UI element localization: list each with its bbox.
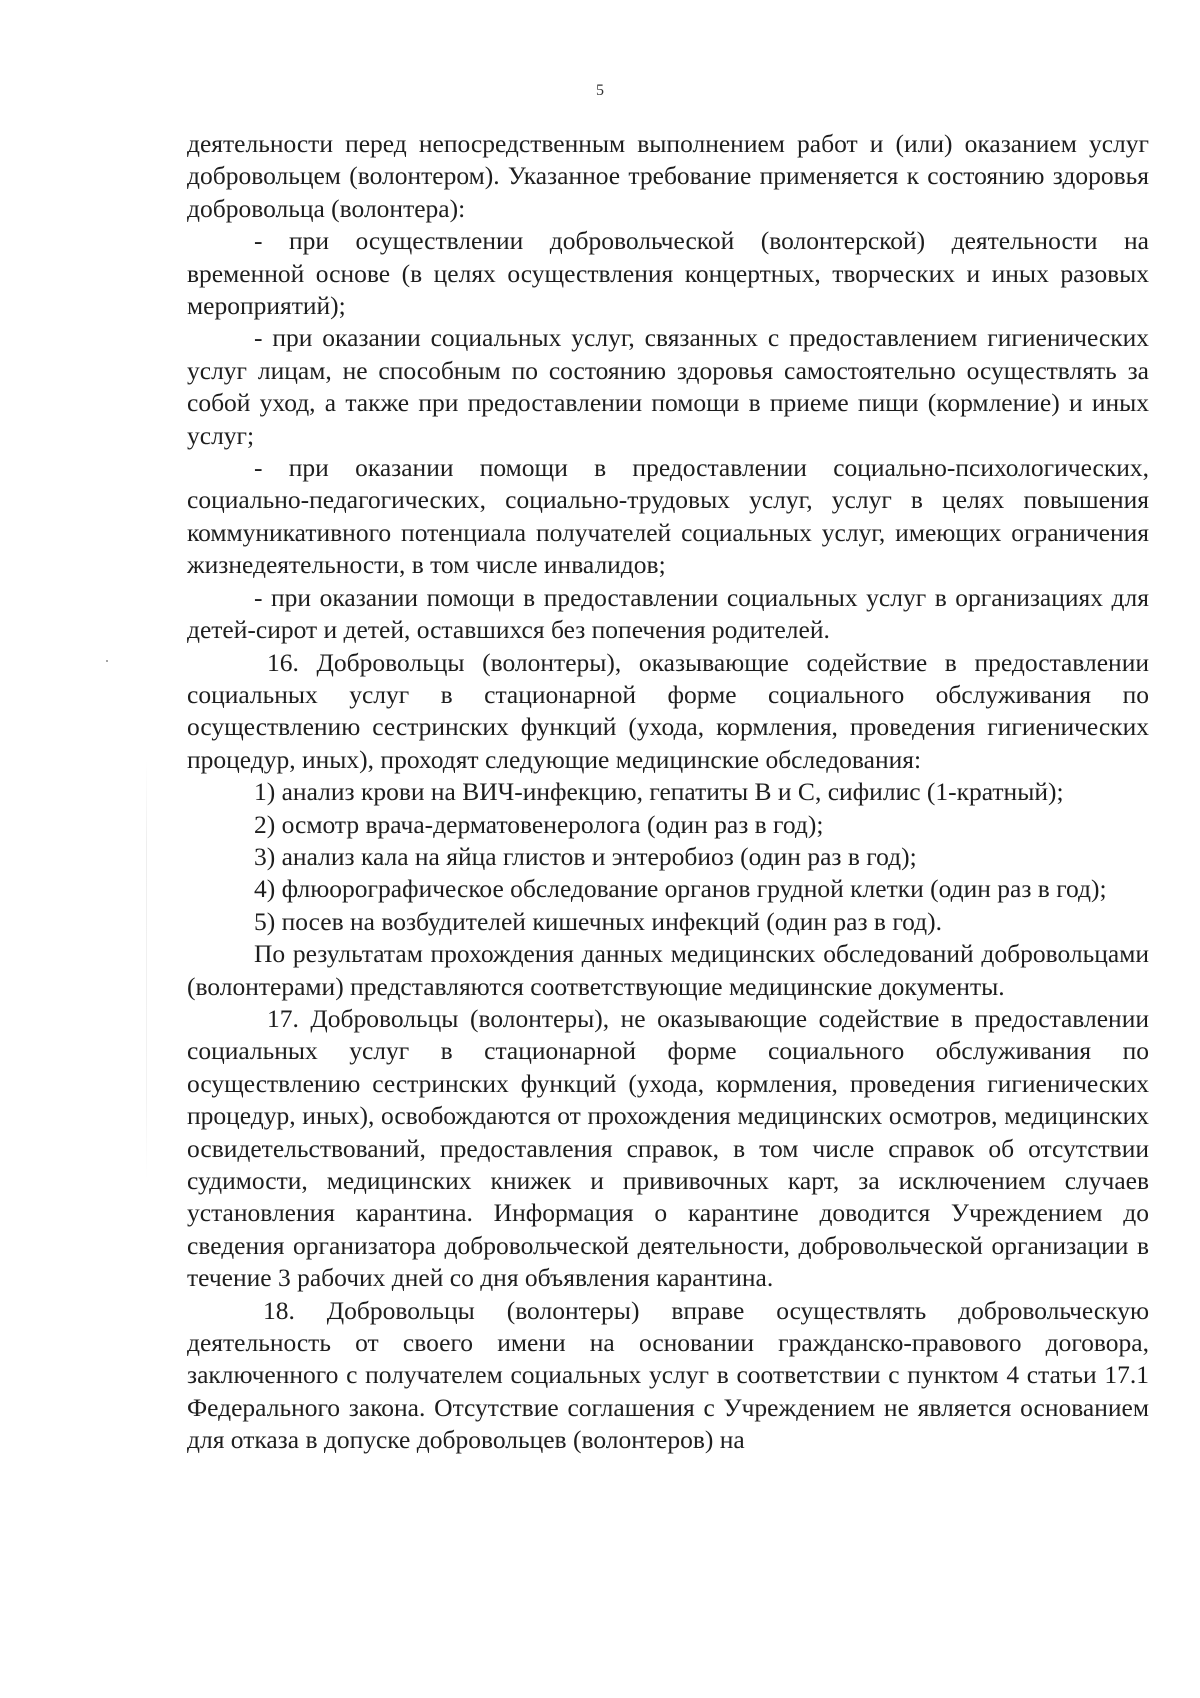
exam-item-2: 2) осмотр врача-дерматовенеролога (один раз в год); bbox=[254, 809, 824, 839]
clause-16: 16. Добровольцы (волонтеры), оказывающие содействие в предоставлении социальных услуг в стационарной форме социального обслуживания по осуществлению сестринских функций (ухода, кормления, проведения гигиенических процедур, иных), проходят следующие медицинские обследования: bbox=[187, 647, 1149, 774]
paragraph-continuation: деятельности перед непосредственным выполнением работ и (или) оказанием услуг добровольцем (волонтером). Указанное требование применяется к состоянию здоровья добровольца (волонтера): bbox=[187, 129, 1149, 223]
list-item-psychological-services: - при оказании помощи в предоставлении социально-психологических, социально-педагогических, социально-трудовых услуг, услуг в целях повышения коммуникативного потенциала получателей социальных услуг, имеющих ограничения жизнедеятельности, в том числе инвалидов; bbox=[187, 453, 1149, 580]
exam-item-3: 3) анализ кала на яйца глистов и энтеробиоз (один раз в год); bbox=[254, 841, 917, 871]
list-item-temporary-activity: - при осуществлении добровольческой (волонтерской) деятельности на временной основе (в целях осуществления концертных, творческих и иных разовых мероприятий); bbox=[187, 226, 1149, 321]
exam-item-1: 1) анализ крови на ВИЧ-инфекцию, гепатиты В и С, сифилис (1-кратный); bbox=[254, 777, 1064, 807]
clause-17: 17. Добровольцы (волонтеры), не оказывающие содействие в предоставлении социальных услуг в стационарной форме социального обслуживания по осуществлению сестринских функций (ухода, кормления, проведения гигиенических процедур, иных), освобождаются от прохождения медицинских осмотров, медицинских освидетельствований, предоставления справок, в том числе справок об отсутствии судимости, медицинских книжек и прививочных карт, за исключением случаев установления карантина. Информация о карантине доводится Учреждением до сведения организатора добровольческой деятельности, добровольческой организации в течение 3 рабочих дней со дня объявления карантина. bbox=[187, 1003, 1149, 1293]
clause-18: 18. Добровольцы (волонтеры) вправе осуществлять добровольческую деятельность от своего имени на основании гражданско-правового договора, заключенного с получателем социальных услуг в соответствии с пунктом 4 статьи 17.1 Федерального закона. Отсутствие соглашения с Учреждением не является основанием для отказа в допуске добровольцев (волонтеров) на bbox=[187, 1295, 1149, 1455]
scan-speck bbox=[106, 660, 108, 662]
page-number: 5 bbox=[596, 82, 604, 99]
document-body bbox=[187, 128, 1149, 1457]
list-item-hygienic-services: - при оказании социальных услуг, связанных с предоставлением гигиенических услуг лицам, не способным по состоянию здоровья самостоятельно осуществлять за собой уход, а также при предоставлении помощи в приеме пищи (кормление) и иных услуг; bbox=[187, 323, 1149, 450]
exam-results-paragraph: По результатам прохождения данных медицинских обследований добровольцами (волонтерами) представляются соответствующие медицинские документы. bbox=[187, 939, 1149, 1001]
list-item-orphan-organizations: - при оказании помощи в предоставлении социальных услуг в организациях для детей-сирот и детей, оставшихся без попечения родителей. bbox=[187, 582, 1149, 645]
exam-item-4: 4) флюорографическое обследование органов грудной клетки (один раз в год); bbox=[254, 874, 1107, 904]
exam-item-5: 5) посев на возбудителей кишечных инфекций (один раз в год). bbox=[254, 906, 943, 936]
scan-margin-shadow bbox=[146, 760, 147, 1180]
